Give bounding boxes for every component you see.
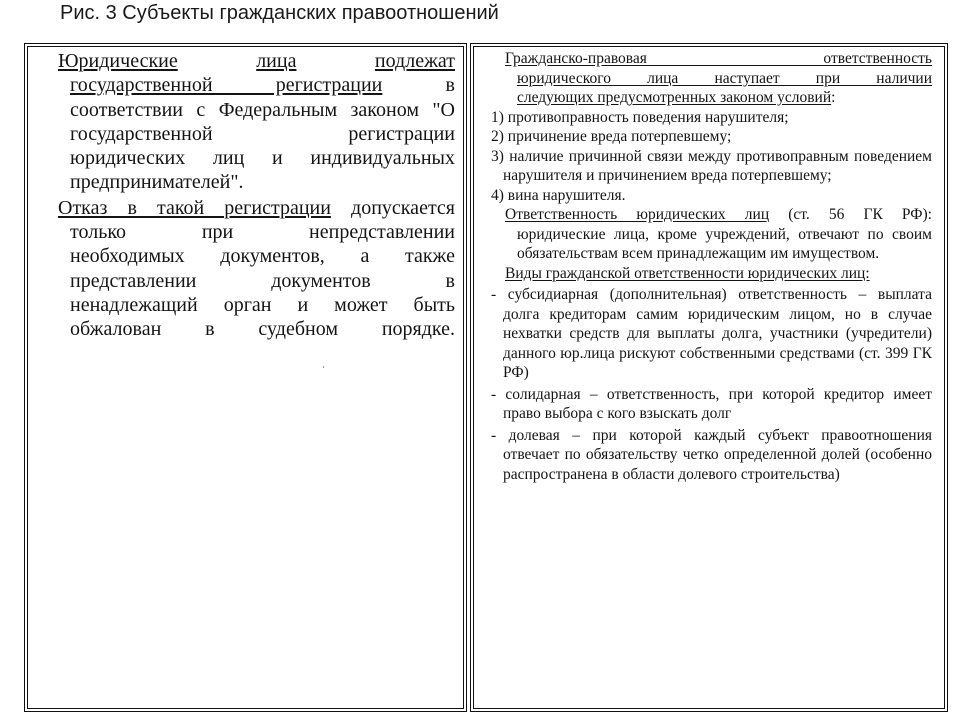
liability-underlined: Ответственность юридических лиц <box>505 206 770 223</box>
word-entities: лица <box>256 50 297 72</box>
types-heading <box>505 264 932 284</box>
para2-line6: обжалован в судебном порядке. <box>70 318 455 341</box>
para2-line5: ненадлежащий орган и может быть <box>70 293 455 316</box>
state-registration-underlined: государственной регистрации <box>70 74 383 97</box>
intro-colon: : <box>831 89 836 106</box>
types-heading-text: Виды гражданской ответственности юридических лиц: <box>505 264 870 282</box>
word-legal: Юридические <box>58 50 178 72</box>
para1-line4: государственной регистрации <box>70 122 455 145</box>
type-joint: - солидарная – ответственность, при которой кредитор имеет право выбора с кого взыскать долг <box>491 385 932 422</box>
refusal-paragraph <box>58 196 455 342</box>
condition-3: 3) наличие причинной связи между противоправным поведением нарушителя и причинением вреда потерпевшему; <box>491 147 932 184</box>
intro-paragraph <box>505 49 932 108</box>
left-panel-text <box>58 49 455 342</box>
word-subject: подлежат <box>374 50 455 72</box>
refusal-underlined: Отказ в такой регистрации <box>58 196 331 219</box>
left-panel <box>24 43 467 712</box>
para2-line2: только при непредставлении <box>70 221 455 244</box>
condition-2: 2) причинение вреда потерпевшему; <box>491 128 732 145</box>
right-panel-text <box>491 49 932 484</box>
para1-line5: юридических лиц и индивидуальных <box>70 147 455 170</box>
intro-line1: Гражданско-правовая ответственность <box>505 50 932 67</box>
preposition-in: в <box>445 74 455 97</box>
intro-line3: следующих предусмотренных законом условий <box>517 89 832 106</box>
para1-line3: соответствии с Федеральным законом "О <box>70 98 455 121</box>
condition-1: 1) противоправность поведения нарушителя; <box>491 108 789 126</box>
liability-rest: (ст. 56 ГК РФ): юридические лица, кроме учреждений, отвечают по своим обязательствам всем принадлежащим им имуществом. <box>517 206 932 262</box>
type-subsidiary: - субсидиарная (дополнительная) ответственность – выплата долга кредиторам самим юридическим лицом, но в случае нехватки средств для выплаты долга, участники (учредители) данного юр.лица рискуют собственными средствами (ст. 399 ГК РФ) <box>491 286 932 381</box>
refusal-first-rest: допускается <box>351 196 455 219</box>
registration-paragraph <box>58 49 455 195</box>
figure-title: Рис. 3 Субъекты гражданских правоотношений <box>60 2 499 24</box>
para2-line3: необходимых документов, а также <box>70 245 455 268</box>
intro-line2: юридического лица наступает при наличии <box>517 69 932 87</box>
para2-line4: представлении документов в <box>70 269 455 292</box>
stray-mark <box>323 366 324 368</box>
right-panel <box>470 43 948 712</box>
type-shared: - долевая – при которой каждый субъект правоотношения отвечает по обязательству четко определенной долей (особенно распространена в области долевого строительства) <box>491 426 932 483</box>
para1-line6: предпринимателей". <box>70 171 244 194</box>
liability-paragraph <box>505 205 932 264</box>
condition-4: 4) вина нарушителя. <box>491 186 626 204</box>
